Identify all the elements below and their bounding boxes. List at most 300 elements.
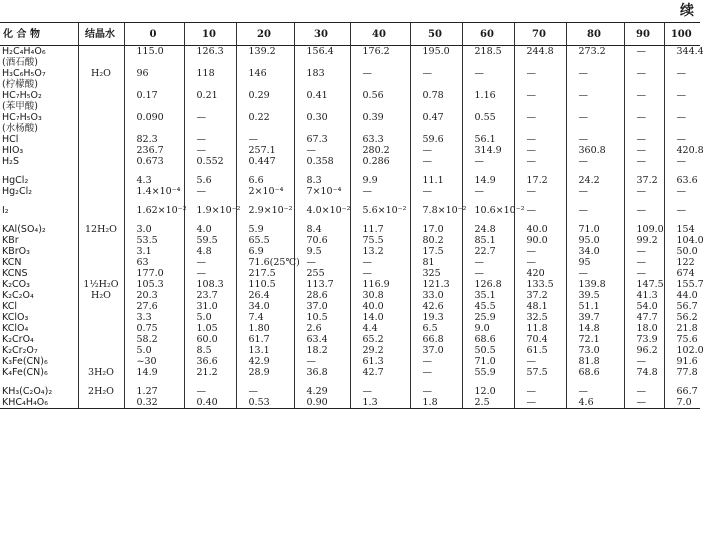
table-row <box>0 268 700 279</box>
solubility-value-40: 42.7 <box>350 367 410 378</box>
solubility-value-80: 68.6 <box>566 367 624 378</box>
solubility-value-0: 0.673 <box>124 156 184 167</box>
solubility-value-80: 51.1 <box>566 301 624 312</box>
solubility-value-90: 73.9 <box>624 334 664 345</box>
solubility-value-50: 195.0 <box>410 46 462 58</box>
solubility-value-80: 95.0 <box>566 235 624 246</box>
solubility-value-90: 109.0 <box>624 224 664 235</box>
solubility-value-100: 91.6 <box>664 356 700 367</box>
solubility-value-30: 0.358 <box>294 156 350 167</box>
solubility-value-30: 70.6 <box>294 235 350 246</box>
header-temp-40: 40 <box>350 23 410 46</box>
solubility-value-20 <box>236 79 294 90</box>
solubility-value-70: — <box>514 90 566 101</box>
solubility-value-30: 28.6 <box>294 290 350 301</box>
solubility-value-90: 37.2 <box>624 175 664 186</box>
hydrate-cell: 12H₂O <box>78 224 124 235</box>
solubility-value-60: 68.6 <box>462 334 514 345</box>
solubility-value-70: — <box>514 356 566 367</box>
solubility-value-60: 25.9 <box>462 312 514 323</box>
compound-cell: KClO₃ <box>2 312 29 323</box>
solubility-value-100: 104.0 <box>664 235 700 246</box>
solubility-value-10: — <box>184 145 236 156</box>
solubility-value-10: — <box>184 134 236 145</box>
solubility-value-0: 177.0 <box>124 268 184 279</box>
spacer-cell <box>350 216 410 224</box>
table-row <box>0 257 700 268</box>
table-row <box>0 101 700 112</box>
solubility-value-30 <box>294 79 350 90</box>
solubility-value-0: 3.1 <box>124 246 184 257</box>
spacer-cell <box>184 378 236 386</box>
compound-cell: HC₇H₅O₃ <box>2 112 42 123</box>
solubility-value-60: 218.5 <box>462 46 514 58</box>
solubility-value-70: — <box>514 156 566 167</box>
solubility-value-40: 11.7 <box>350 224 410 235</box>
solubility-value-40: — <box>350 68 410 79</box>
solubility-value-100: 155.7 <box>664 279 700 290</box>
solubility-value-0: ~30 <box>124 356 184 367</box>
solubility-value-90: 74.8 <box>624 367 664 378</box>
solubility-value-80: — <box>566 134 624 145</box>
solubility-value-90: — <box>624 134 664 145</box>
solubility-value-0: 3.0 <box>124 224 184 235</box>
table-row <box>0 312 700 323</box>
solubility-value-60: 56.1 <box>462 134 514 145</box>
solubility-value-50: 81 <box>410 257 462 268</box>
spacer-cell <box>124 378 184 386</box>
table-row <box>0 57 700 68</box>
solubility-value-50: — <box>410 68 462 79</box>
solubility-value-10: 60.0 <box>184 334 236 345</box>
solubility-value-100: 77.8 <box>664 367 700 378</box>
solubility-value-50: 33.0 <box>410 290 462 301</box>
solubility-value-10: 0.552 <box>184 156 236 167</box>
compound-cell: KH₃(C₂O₄)₂ <box>2 386 53 397</box>
solubility-value-40: — <box>350 186 410 197</box>
solubility-value-90: 41.3 <box>624 290 664 301</box>
solubility-value-20: 0.447 <box>236 156 294 167</box>
solubility-value-70: 37.2 <box>514 290 566 301</box>
table-row <box>0 134 700 145</box>
solubility-value-0: 236.7 <box>124 145 184 156</box>
solubility-value-60: 12.0 <box>462 386 514 397</box>
solubility-value-0: 0.090 <box>124 112 184 123</box>
table-row <box>0 156 700 167</box>
solubility-value-50: 19.3 <box>410 312 462 323</box>
solubility-value-40: 4.4 <box>350 323 410 334</box>
solubility-value-20: 5.9 <box>236 224 294 235</box>
solubility-value-30: 8.3 <box>294 175 350 186</box>
solubility-value-50: 42.6 <box>410 301 462 312</box>
solubility-value-20: 0.53 <box>236 397 294 409</box>
solubility-value-100: 50.0 <box>664 246 700 257</box>
solubility-value-50: 0.47 <box>410 112 462 123</box>
solubility-value-70: — <box>514 68 566 79</box>
compound-cell: HIO₃ <box>2 145 24 156</box>
hydrate-cell <box>78 323 124 334</box>
solubility-value-30: 255 <box>294 268 350 279</box>
hydrate-cell: 2H₂O <box>78 386 124 397</box>
solubility-value-70: — <box>514 145 566 156</box>
solubility-value-40: 30.8 <box>350 290 410 301</box>
compound-cell: HgCl₂ <box>2 175 29 186</box>
solubility-value-60: 85.1 <box>462 235 514 246</box>
solubility-value-40: 63.3 <box>350 134 410 145</box>
spacer-cell <box>294 167 350 175</box>
solubility-value-0: 82.3 <box>124 134 184 145</box>
table-row <box>0 367 700 378</box>
table-row <box>0 301 700 312</box>
spacer-cell <box>294 216 350 224</box>
solubility-value-100: — <box>664 134 700 145</box>
solubility-value-90: — <box>624 205 664 216</box>
table-row <box>0 90 700 101</box>
header-temp-100: 100 <box>664 23 700 46</box>
solubility-value-60: 24.8 <box>462 224 514 235</box>
solubility-value-30: 8.4 <box>294 224 350 235</box>
spacer-row <box>0 378 700 386</box>
solubility-value-0: 96 <box>124 68 184 79</box>
solubility-value-0: 105.3 <box>124 279 184 290</box>
solubility-value-100: — <box>664 90 700 101</box>
solubility-value-70: 17.2 <box>514 175 566 186</box>
hydrate-cell <box>78 90 124 101</box>
table-row <box>0 79 700 90</box>
hydrate-cell <box>78 397 124 409</box>
hydrate-cell <box>78 268 124 279</box>
header-temp-50: 50 <box>410 23 462 46</box>
compound-cell: HC₇H₅O₂ <box>2 90 42 101</box>
table-row <box>0 279 700 290</box>
solubility-value-0: 0.75 <box>124 323 184 334</box>
solubility-value-90: — <box>624 112 664 123</box>
compound-cell: K₂C₂O₄ <box>2 290 34 301</box>
spacer-cell <box>624 378 664 386</box>
solubility-value-20: 65.5 <box>236 235 294 246</box>
solubility-value-30: 63.4 <box>294 334 350 345</box>
table-row <box>0 46 700 58</box>
compound-cell: KBr <box>2 235 19 246</box>
solubility-value-30: 36.8 <box>294 367 350 378</box>
solubility-value-40: 65.2 <box>350 334 410 345</box>
solubility-value-10: 0.40 <box>184 397 236 409</box>
compound-cell: KHC₄H₄O₆ <box>0 397 78 409</box>
spacer-cell <box>664 378 700 386</box>
solubility-value-50: 121.3 <box>410 279 462 290</box>
solubility-value-30: 7×10⁻⁴ <box>294 186 350 197</box>
solubility-value-100: 56.7 <box>664 301 700 312</box>
solubility-value-80: 71.0 <box>566 224 624 235</box>
solubility-value-80: 81.8 <box>566 356 624 367</box>
solubility-value-100: — <box>664 156 700 167</box>
solubility-value-60: 126.8 <box>462 279 514 290</box>
solubility-value-0: 3.3 <box>124 312 184 323</box>
solubility-value-10: 59.5 <box>184 235 236 246</box>
table-row <box>0 235 700 246</box>
solubility-value-50: 37.0 <box>410 345 462 356</box>
solubility-value-90: 147.5 <box>624 279 664 290</box>
hydrate-cell <box>78 46 124 58</box>
solubility-value-10: 8.5 <box>184 345 236 356</box>
solubility-value-80: — <box>566 386 624 397</box>
solubility-value-50: — <box>410 186 462 197</box>
spacer-cell <box>184 197 236 205</box>
solubility-value-100: 56.2 <box>664 312 700 323</box>
solubility-value-10: 5.6 <box>184 175 236 186</box>
solubility-value-20: 28.9 <box>236 367 294 378</box>
spacer-cell <box>566 378 624 386</box>
compound-cell: K₃Fe(CN)₆ <box>2 356 48 367</box>
solubility-value-0: 1.4×10⁻⁴ <box>124 186 184 197</box>
solubility-value-0: 1.62×10⁻² <box>124 205 184 216</box>
header-temp-0: 0 <box>124 23 184 46</box>
solubility-value-60: 314.9 <box>462 145 514 156</box>
solubility-value-60: — <box>462 257 514 268</box>
solubility-value-10: 21.2 <box>184 367 236 378</box>
solubility-value-90 <box>624 79 664 90</box>
solubility-value-10: — <box>184 257 236 268</box>
solubility-value-100: 75.6 <box>664 334 700 345</box>
solubility-value-50: — <box>410 386 462 397</box>
solubility-value-50: — <box>410 156 462 167</box>
solubility-value-30 <box>294 57 350 68</box>
solubility-value-50: — <box>410 145 462 156</box>
solubility-value-90: — <box>624 397 664 409</box>
solubility-value-60: 55.9 <box>462 367 514 378</box>
solubility-value-60: 2.5 <box>462 397 514 409</box>
solubility-value-70: 244.8 <box>514 46 566 58</box>
solubility-value-50 <box>410 123 462 134</box>
solubility-value-100: 66.7 <box>664 386 700 397</box>
solubility-value-0: 20.3 <box>124 290 184 301</box>
table-row <box>0 224 700 235</box>
spacer-cell <box>350 167 410 175</box>
hydrate-cell <box>78 301 124 312</box>
solubility-value-40: — <box>350 268 410 279</box>
solubility-value-40: — <box>350 386 410 397</box>
solubility-value-50: 325 <box>410 268 462 279</box>
solubility-value-80: 72.1 <box>566 334 624 345</box>
solubility-value-80: 39.7 <box>566 312 624 323</box>
solubility-value-60: 0.55 <box>462 112 514 123</box>
solubility-value-70: 70.4 <box>514 334 566 345</box>
solubility-value-90: — <box>624 90 664 101</box>
solubility-value-100: 420.8 <box>664 145 700 156</box>
solubility-value-70: — <box>514 112 566 123</box>
solubility-value-40: 40.0 <box>350 301 410 312</box>
spacer-cell <box>124 216 184 224</box>
compound-cell: H₂C₄H₄O₆ <box>2 46 46 57</box>
spacer-cell <box>514 197 566 205</box>
solubility-value-90: — <box>624 386 664 397</box>
solubility-value-100: 21.8 <box>664 323 700 334</box>
compound-cell: I₂ <box>2 205 9 216</box>
table-row <box>0 290 700 301</box>
spacer-cell <box>124 167 184 175</box>
solubility-value-70 <box>514 123 566 134</box>
hydrate-cell <box>78 134 124 145</box>
solubility-value-30: 2.6 <box>294 323 350 334</box>
hydrate-cell <box>78 175 124 186</box>
solubility-value-0: 0.32 <box>124 397 184 409</box>
spacer-cell <box>664 167 700 175</box>
spacer-cell <box>294 378 350 386</box>
solubility-value-50: 1.8 <box>410 397 462 409</box>
solubility-value-10 <box>184 79 236 90</box>
hydrate-cell <box>78 235 124 246</box>
solubility-value-100: 674 <box>664 268 700 279</box>
solubility-value-90 <box>624 101 664 112</box>
solubility-value-80: — <box>566 268 624 279</box>
solubility-value-60: — <box>462 268 514 279</box>
table-row <box>0 386 700 397</box>
spacer-cell <box>624 197 664 205</box>
solubility-value-40 <box>350 57 410 68</box>
solubility-value-100 <box>664 123 700 134</box>
solubility-value-40: — <box>350 257 410 268</box>
solubility-value-30: 37.0 <box>294 301 350 312</box>
solubility-value-20: 217.5 <box>236 268 294 279</box>
solubility-value-70: 32.5 <box>514 312 566 323</box>
solubility-value-40: 75.5 <box>350 235 410 246</box>
solubility-value-10: 1.05 <box>184 323 236 334</box>
spacer-cell <box>78 167 124 175</box>
solubility-value-80: 4.6 <box>566 397 624 409</box>
spacer-row <box>0 197 700 205</box>
solubility-value-50: — <box>410 367 462 378</box>
solubility-value-20 <box>236 123 294 134</box>
solubility-value-10: 4.0 <box>184 224 236 235</box>
solubility-value-20 <box>236 101 294 112</box>
spacer-cell <box>514 167 566 175</box>
solubility-value-80 <box>566 101 624 112</box>
hydrate-cell <box>78 101 124 112</box>
solubility-value-70: — <box>514 386 566 397</box>
solubility-value-40: 1.3 <box>350 397 410 409</box>
solubility-value-60: — <box>462 156 514 167</box>
compound-cell: KClO₄ <box>2 323 29 334</box>
header-temp-20: 20 <box>236 23 294 46</box>
solubility-value-90: — <box>624 246 664 257</box>
solubility-value-50: 17.5 <box>410 246 462 257</box>
solubility-value-30: 4.29 <box>294 386 350 397</box>
compound-cell: KBrO₃ <box>2 246 30 257</box>
solubility-value-80: 273.2 <box>566 46 624 58</box>
solubility-value-90: 18.0 <box>624 323 664 334</box>
spacer-cell <box>236 197 294 205</box>
solubility-value-80: — <box>566 186 624 197</box>
solubility-value-90: 96.2 <box>624 345 664 356</box>
header-temp-70: 70 <box>514 23 566 46</box>
hydrate-cell <box>78 312 124 323</box>
spacer-cell <box>514 378 566 386</box>
solubility-value-90 <box>624 57 664 68</box>
solubility-value-30: 4.0×10⁻² <box>294 205 350 216</box>
hydrate-cell <box>78 246 124 257</box>
solubility-value-70: 11.8 <box>514 323 566 334</box>
spacer-row <box>0 167 700 175</box>
spacer-cell <box>624 216 664 224</box>
solubility-value-90: — <box>624 268 664 279</box>
solubility-value-70: — <box>514 205 566 216</box>
solubility-value-50 <box>410 57 462 68</box>
spacer-cell <box>184 167 236 175</box>
solubility-value-90: — <box>624 186 664 197</box>
solubility-value-40: 9.9 <box>350 175 410 186</box>
solubility-value-10: 5.0 <box>184 312 236 323</box>
solubility-value-50: 6.5 <box>410 323 462 334</box>
solubility-value-40: 0.56 <box>350 90 410 101</box>
solubility-value-80: — <box>566 112 624 123</box>
solubility-value-20: 61.7 <box>236 334 294 345</box>
hydrate-cell <box>78 123 124 134</box>
compound-cell: KCN <box>2 257 22 268</box>
spacer-cell <box>664 197 700 205</box>
compound-cell: K₂CrO₄ <box>2 334 34 345</box>
solubility-value-100: 344.4 <box>664 46 700 58</box>
solubility-value-100: 122 <box>664 257 700 268</box>
solubility-value-20: 13.1 <box>236 345 294 356</box>
spacer-cell <box>236 216 294 224</box>
solubility-value-20 <box>236 57 294 68</box>
spacer-cell <box>462 167 514 175</box>
solubility-value-90: — <box>624 356 664 367</box>
solubility-value-40: 29.2 <box>350 345 410 356</box>
solubility-value-80 <box>566 123 624 134</box>
solubility-value-10: 36.6 <box>184 356 236 367</box>
spacer-cell <box>78 216 124 224</box>
solubility-value-10: — <box>184 186 236 197</box>
spacer-row <box>0 216 700 224</box>
solubility-value-40: 0.286 <box>350 156 410 167</box>
spacer-cell <box>514 216 566 224</box>
solubility-value-20: 0.29 <box>236 90 294 101</box>
compound-cell: (水杨酸) <box>2 123 38 134</box>
spacer-cell <box>78 197 124 205</box>
table-row <box>0 205 700 216</box>
solubility-value-10: 126.3 <box>184 46 236 58</box>
solubility-value-80 <box>566 79 624 90</box>
compound-cell: (苯甲酸) <box>2 101 38 112</box>
solubility-value-60: 35.1 <box>462 290 514 301</box>
solubility-value-90: 47.7 <box>624 312 664 323</box>
solubility-value-20: 42.9 <box>236 356 294 367</box>
solubility-value-30: 0.41 <box>294 90 350 101</box>
solubility-value-90: — <box>624 156 664 167</box>
solubility-value-50 <box>410 79 462 90</box>
compound-cell: (柠檬酸) <box>2 79 38 90</box>
solubility-value-60: 9.0 <box>462 323 514 334</box>
header-temp-30: 30 <box>294 23 350 46</box>
hydrate-cell <box>78 205 124 216</box>
solubility-value-30: 156.4 <box>294 46 350 58</box>
solubility-value-70 <box>514 57 566 68</box>
solubility-value-20: 139.2 <box>236 46 294 58</box>
solubility-value-0: 58.2 <box>124 334 184 345</box>
solubility-value-40: 280.2 <box>350 145 410 156</box>
solubility-value-70: 420 <box>514 268 566 279</box>
spacer-cell <box>78 378 124 386</box>
solubility-value-10: 0.21 <box>184 90 236 101</box>
solubility-value-80: — <box>566 90 624 101</box>
solubility-value-90: — <box>624 46 664 58</box>
solubility-value-70: 61.5 <box>514 345 566 356</box>
compound-cell: H₂S <box>2 156 19 167</box>
solubility-value-70 <box>514 101 566 112</box>
solubility-value-10 <box>184 57 236 68</box>
spacer-cell <box>294 197 350 205</box>
